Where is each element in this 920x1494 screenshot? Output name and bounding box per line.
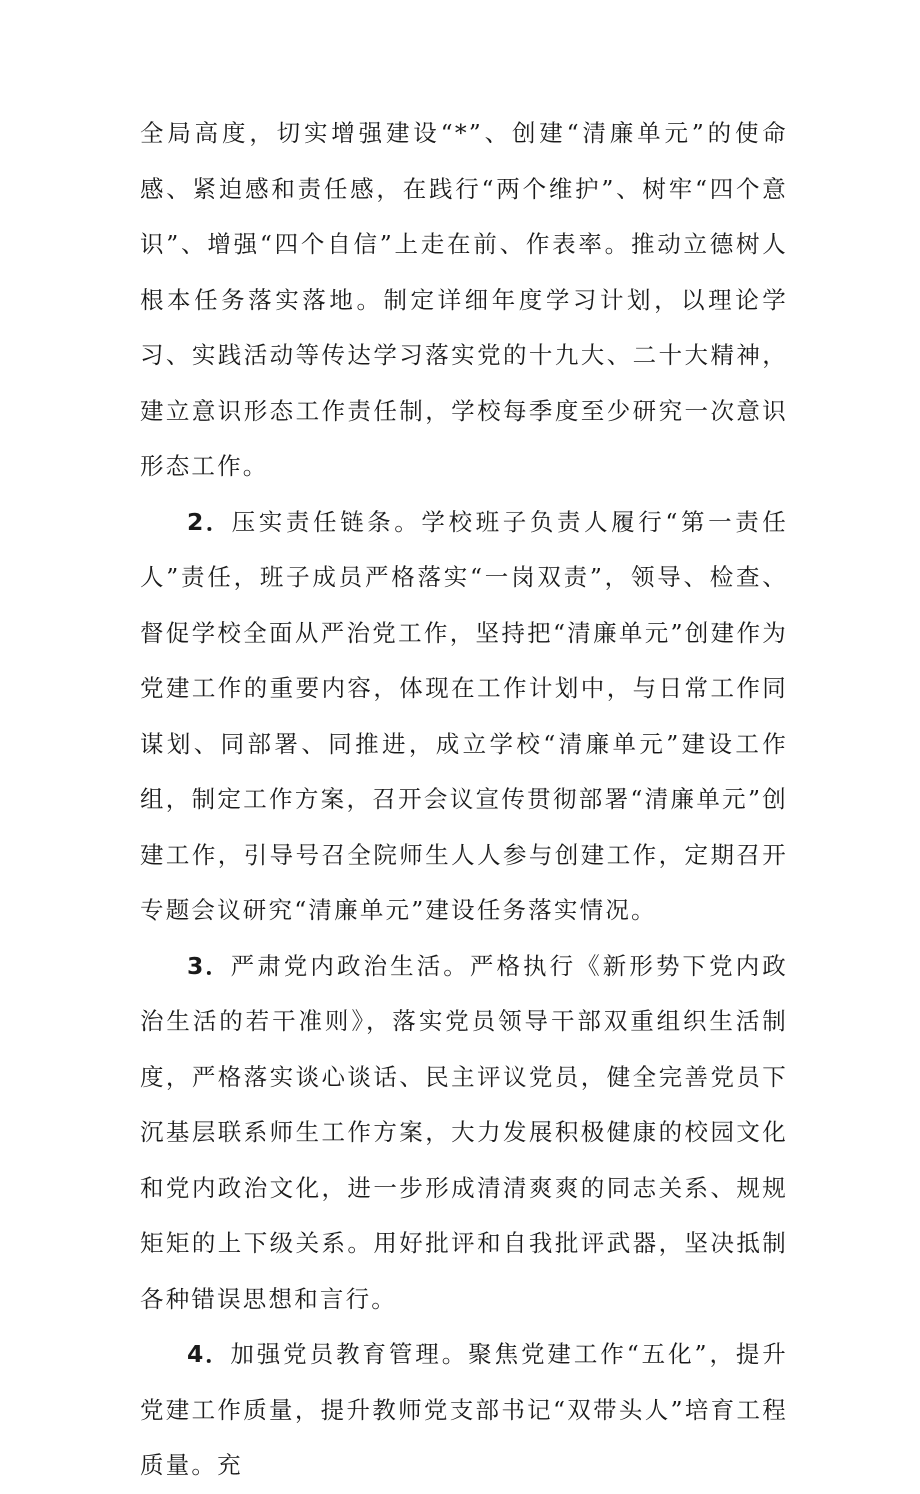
paragraph-item-4 bbox=[140, 1327, 788, 1494]
paragraph-number: 4． bbox=[187, 1340, 231, 1368]
paragraph-text: 全局高度，切实增强建设“*”、创建“清廉单元”的使命感、紧迫感和责任感，在践行“两个维护”、树牢“四个意识”、增强“四个自信”上走在前、作表率。推动立德树人根本任务落实落地。制定详细年度学习计划，以理论学习、实践活动等传达学习落实党的十九大、二十大精神，建立意识形态工作责任制，学校每季度至少研究一次意识形态工作。 bbox=[140, 119, 788, 480]
paragraph-continuation bbox=[140, 106, 788, 495]
paragraph-text: 压实责任链条。学校班子负责人履行“第一责任人”责任，班子成员严格落实“一岗双责”，领导、检查、督促学校全面从严治党工作，坚持把“清廉单元”创建作为党建工作的重要内容，体现在工作计划中，与日常工作同谋划、同部署、同推进，成立学校“清廉单元”建设工作组，制定工作方案，召开会议宣传贯彻部署“清廉单元”创建工作，引导号召全院师生人人参与创建工作，定期召开专题会议研究“清廉单元”建设任务落实情况。 bbox=[140, 507, 788, 924]
paragraph-item-3 bbox=[140, 939, 788, 1328]
paragraph-text: 严肃党内政治生活。严格执行《新形势下党内政治生活的若干准则》，落实党员领导干部双重组织生活制度，严格落实谈心谈话、民主评议党员，健全完善党员下沉基层联系师生工作方案，大力发展积极健康的校园文化和党内政治文化，进一步形成清清爽爽的同志关系、规规矩矩的上下级关系。用好批评和自我批评武器，坚决抵制各种错误思想和言行。 bbox=[140, 951, 788, 1313]
paragraph-number: 2． bbox=[187, 507, 232, 536]
paragraph-text: 加强党员教育管理。聚焦党建工作“五化”，提升党建工作质量，提升教师党支部书记“双带头人”培育工程质量。充 bbox=[140, 1340, 788, 1479]
paragraph-number: 3． bbox=[187, 951, 231, 980]
paragraph-item-2 bbox=[140, 495, 788, 939]
